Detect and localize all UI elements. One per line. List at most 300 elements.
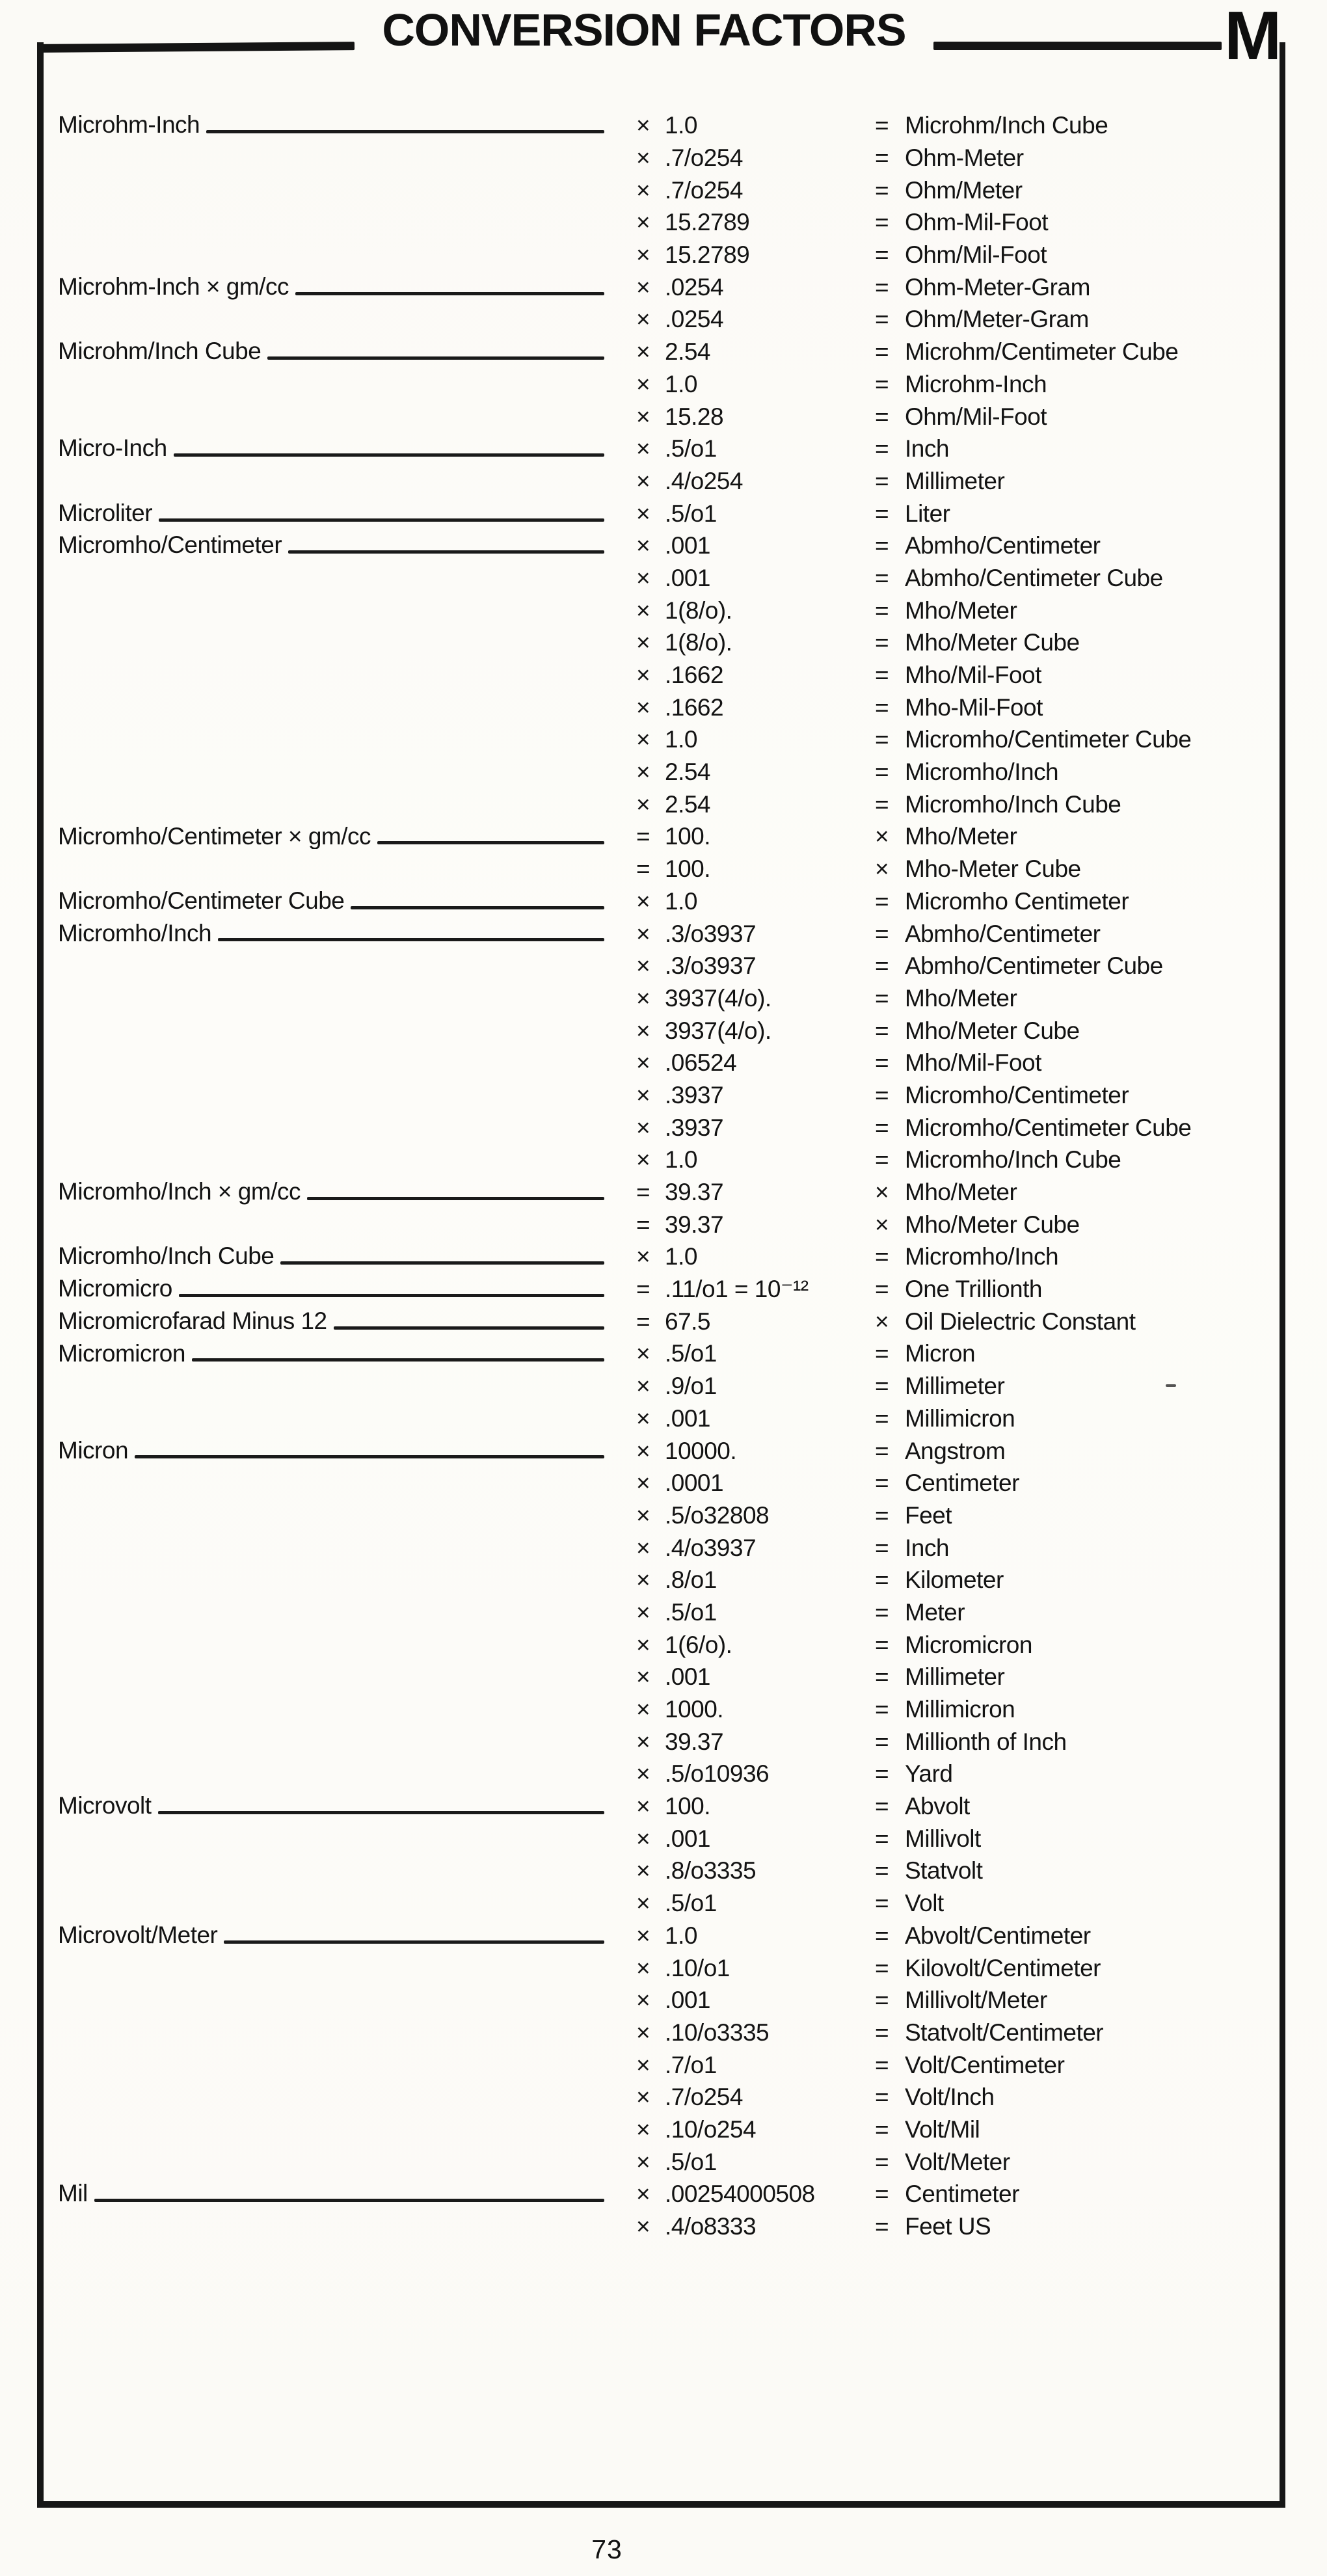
leader-line: [377, 841, 604, 844]
result-operator: =: [875, 1501, 889, 1529]
result-operator: =: [875, 920, 889, 947]
result-cell: [875, 2182, 1327, 2206]
table-row: [0, 1693, 1327, 1726]
factor-cell: [636, 2182, 875, 2206]
result-unit: Liter: [905, 500, 950, 527]
factor-operator: ×: [636, 467, 650, 494]
table-row: [0, 594, 1327, 626]
result-unit: Micromho/Inch: [905, 758, 1059, 786]
factor-value: .5/o1: [665, 500, 717, 527]
factor-cell: [636, 1341, 875, 1365]
table-row: [0, 1305, 1327, 1337]
factor-value: 1(8/o).: [665, 629, 732, 656]
factor-cell: [636, 1827, 875, 1851]
result-cell: [875, 1019, 1327, 1043]
table-row: [0, 1628, 1327, 1661]
result-unit: Ohm-Mil-Foot: [905, 209, 1049, 236]
leader-line: [288, 550, 604, 554]
factor-cell: [636, 1536, 875, 1560]
table-row: [0, 1822, 1327, 1855]
factor-operator: ×: [636, 1566, 650, 1594]
factor-cell: [636, 146, 875, 170]
result-unit: Ohm/Meter: [905, 176, 1023, 204]
result-operator: =: [875, 1146, 889, 1174]
factor-operator: ×: [636, 1146, 650, 1174]
factor-cell: [636, 986, 875, 1010]
table-row: [0, 1208, 1327, 1241]
factor-operator: ×: [636, 1373, 650, 1400]
result-operator: =: [875, 467, 889, 494]
factor-value: 100.: [665, 1793, 711, 1820]
factor-cell: [636, 1051, 875, 1075]
factor-operator: ×: [636, 2115, 650, 2143]
result-cell: [875, 307, 1327, 331]
factor-operator: ×: [636, 790, 650, 818]
unit-label: Micromho/Inch × gm/cc: [58, 1179, 301, 1205]
factor-cell: [636, 275, 875, 299]
factor-operator: ×: [636, 306, 650, 333]
result-unit: Mho/Meter: [905, 1179, 1017, 1206]
factor-value: .5/o10936: [665, 1760, 770, 1788]
result-cell: [875, 1600, 1327, 1624]
table-row: [0, 1758, 1327, 1790]
result-cell: [875, 146, 1327, 170]
factor-cell: [636, 2020, 875, 2045]
factor-cell: [636, 210, 875, 234]
result-cell: [875, 2214, 1327, 2238]
factor-cell: [636, 113, 875, 137]
unit-label: Microhm/Inch Cube: [58, 339, 261, 365]
table-row: [0, 2081, 1327, 2113]
table-row: [0, 2048, 1327, 2081]
unit-label: Microvolt: [58, 1793, 152, 1819]
result-unit: Volt/Centimeter: [905, 2051, 1065, 2078]
result-cell: [875, 2117, 1327, 2141]
factor-operator: ×: [636, 887, 650, 915]
factor-operator: =: [636, 1308, 650, 1335]
result-unit: Abmho/Centimeter Cube: [905, 952, 1163, 980]
result-unit: Mho/Meter Cube: [905, 1017, 1080, 1044]
result-cell: [875, 760, 1327, 784]
factor-value: .001: [665, 1825, 711, 1852]
factor-cell: [636, 792, 875, 816]
factor-cell: [636, 566, 875, 590]
result-cell: [875, 1180, 1327, 1204]
result-operator: =: [875, 435, 889, 463]
factor-value: .3937: [665, 1114, 724, 1141]
factor-cell: [636, 760, 875, 784]
result-operator: =: [875, 1404, 889, 1432]
result-operator: =: [875, 2213, 889, 2240]
factor-value: 1.0: [665, 726, 697, 753]
result-unit: Abmho/Centimeter Cube: [905, 564, 1163, 591]
table-row: [0, 1725, 1327, 1758]
factor-value: .5/o1: [665, 1340, 717, 1367]
factor-value: .001: [665, 532, 711, 559]
result-cell: [875, 1794, 1327, 1818]
factor-value: 3937(4/o).: [665, 1017, 771, 1044]
result-cell: [875, 1697, 1327, 1721]
result-unit: Mho/Mil-Foot: [905, 662, 1041, 689]
result-unit: Millimicron: [905, 1404, 1015, 1432]
result-operator: =: [875, 1987, 889, 2014]
table-row: [0, 1790, 1327, 1823]
unit-label-cell: [58, 501, 606, 526]
factor-cell: [636, 1762, 875, 1786]
factor-operator: ×: [636, 597, 650, 624]
result-operator: =: [875, 1857, 889, 1885]
table-row: [0, 1111, 1327, 1144]
factor-cell: [636, 2053, 875, 2077]
factor-operator: =: [636, 855, 650, 883]
factor-value: .5/o1: [665, 435, 717, 463]
factor-value: .8/o3335: [665, 1857, 757, 1885]
result-cell: [875, 1471, 1327, 1495]
factor-value: 39.37: [665, 1728, 724, 1755]
result-unit: One Trillionth: [905, 1276, 1042, 1303]
result-operator: =: [875, 1340, 889, 1367]
factor-operator: =: [636, 823, 650, 850]
factor-value: .1662: [665, 662, 724, 689]
factor-cell: [636, 1956, 875, 1980]
table-row: [0, 497, 1327, 530]
factor-cell: [636, 1439, 875, 1463]
unit-label: Micromho/Centimeter × gm/cc: [58, 824, 371, 850]
factor-operator: ×: [636, 952, 650, 980]
factor-value: 100.: [665, 823, 711, 850]
factor-cell: [636, 922, 875, 946]
result-operator: =: [875, 629, 889, 656]
factor-cell: [636, 1988, 875, 2012]
result-unit: Micromho/Inch Cube: [905, 790, 1121, 818]
factor-operator: ×: [636, 1890, 650, 1917]
factor-operator: ×: [636, 1469, 650, 1497]
factor-cell: [636, 1858, 875, 1883]
table-row: [0, 1241, 1327, 1273]
table-row: [0, 336, 1327, 368]
result-cell: [875, 340, 1327, 364]
result-unit: Volt/Mil: [905, 2115, 980, 2143]
factor-cell: [636, 1794, 875, 1818]
factor-operator: ×: [636, 338, 650, 366]
factor-operator: ×: [636, 2148, 650, 2175]
factor-operator: ×: [636, 2213, 650, 2240]
result-unit: Micromho/Inch Cube: [905, 1146, 1121, 1174]
factor-value: 15.2789: [665, 209, 750, 236]
table-row: [0, 1467, 1327, 1499]
unit-label-cell: [58, 1179, 606, 1205]
leader-line: [280, 1261, 604, 1265]
result-unit: Micromho/Centimeter Cube: [905, 1114, 1192, 1141]
result-operator: =: [875, 2051, 889, 2078]
factor-operator: ×: [636, 435, 650, 463]
table-row: [0, 303, 1327, 336]
result-operator: =: [875, 241, 889, 269]
result-cell: [875, 1374, 1327, 1398]
result-unit: Mho/Meter Cube: [905, 629, 1080, 656]
factor-operator: ×: [636, 1049, 650, 1077]
result-unit: Mho/Meter: [905, 984, 1017, 1012]
result-operator: =: [875, 758, 889, 786]
factor-value: .5/o1: [665, 2148, 717, 2175]
factor-value: .11/o1 = 10⁻¹²: [665, 1276, 809, 1303]
result-cell: [875, 1439, 1327, 1463]
result-cell: [875, 663, 1327, 687]
factor-operator: ×: [636, 1857, 650, 1885]
result-unit: Micromicron: [905, 1631, 1032, 1658]
result-cell: [875, 1827, 1327, 1851]
factor-cell: [636, 1019, 875, 1043]
result-operator: =: [875, 1469, 889, 1497]
factor-value: 1.0: [665, 370, 697, 397]
factor-operator: ×: [636, 1404, 650, 1432]
result-operator: =: [875, 790, 889, 818]
result-operator: =: [875, 500, 889, 527]
factor-cell: [636, 1083, 875, 1107]
table-row: [0, 2113, 1327, 2146]
result-cell: [875, 243, 1327, 267]
factor-cell: [636, 1697, 875, 1721]
unit-label: Micro-Inch: [58, 436, 167, 462]
factor-operator: ×: [636, 209, 650, 236]
unit-label-cell: [58, 533, 606, 558]
factor-value: 2.54: [665, 338, 711, 366]
result-unit: Millimeter: [905, 1373, 1005, 1400]
result-unit: Centimeter: [905, 1469, 1019, 1497]
result-cell: [875, 1503, 1327, 1527]
result-cell: [875, 1858, 1327, 1883]
result-unit: Micromho/Centimeter Cube: [905, 726, 1192, 753]
factor-cell: [636, 1471, 875, 1495]
result-unit: Statvolt/Centimeter: [905, 2019, 1104, 2046]
result-unit: Yard: [905, 1760, 953, 1788]
leader-line: [295, 292, 604, 295]
table-row: [0, 1920, 1327, 1952]
result-unit: Volt/Inch: [905, 2084, 995, 2111]
unit-label: Mil: [58, 2181, 88, 2207]
factor-cell: [636, 405, 875, 429]
factor-cell: [636, 1244, 875, 1268]
unit-label-cell: [58, 113, 606, 138]
factor-cell: [636, 533, 875, 557]
result-cell: [875, 2150, 1327, 2174]
factor-cell: [636, 1277, 875, 1301]
factor-operator: ×: [636, 564, 650, 591]
result-cell: [875, 1568, 1327, 1592]
result-unit: Meter: [905, 1598, 965, 1626]
table-row: [0, 2210, 1327, 2243]
factor-value: .5/o1: [665, 1598, 717, 1626]
factor-value: 100.: [665, 855, 711, 883]
unit-label: Micromho/Inch: [58, 920, 212, 946]
result-operator: =: [875, 2180, 889, 2208]
factor-operator: ×: [636, 1437, 650, 1464]
factor-value: .5/o1: [665, 1890, 717, 1917]
result-operator: =: [875, 887, 889, 915]
result-unit: Mho/Mil-Foot: [905, 1049, 1041, 1077]
factor-cell: [636, 372, 875, 396]
table-row: [0, 788, 1327, 820]
result-cell: [875, 1536, 1327, 1560]
factor-operator: ×: [636, 1598, 650, 1626]
result-operator: =: [875, 338, 889, 366]
table-row: [0, 109, 1327, 142]
factor-value: .5/o32808: [665, 1501, 770, 1529]
result-cell: [875, 1988, 1327, 2012]
factor-operator: ×: [636, 1696, 650, 1723]
table-row: [0, 1499, 1327, 1532]
leader-line: [179, 1294, 604, 1297]
result-unit: Abmho/Centimeter: [905, 920, 1101, 947]
factor-value: 10000.: [665, 1437, 737, 1464]
result-cell: [875, 1277, 1327, 1301]
result-unit: Inch: [905, 435, 949, 463]
factor-value: .10/o1: [665, 1954, 730, 1981]
result-cell: [875, 1051, 1327, 1075]
factor-operator: ×: [636, 1081, 650, 1108]
result-operator: =: [875, 2148, 889, 2175]
result-cell: [875, 372, 1327, 396]
result-unit: Ohm/Mil-Foot: [905, 403, 1047, 430]
unit-label: Micromho/Centimeter Cube: [58, 888, 345, 914]
scan-noise-mark: [1166, 1384, 1176, 1387]
factor-cell: [636, 1116, 875, 1140]
table-row: [0, 1984, 1327, 2017]
result-operator: ×: [875, 1179, 889, 1206]
unit-label-cell: [58, 436, 606, 461]
result-cell: [875, 2053, 1327, 2077]
result-operator: =: [875, 1922, 889, 1949]
factor-cell: [636, 695, 875, 719]
table-row: [0, 917, 1327, 950]
result-cell: [875, 1116, 1327, 1140]
table-row: [0, 1887, 1327, 1920]
factor-value: 67.5: [665, 1308, 711, 1335]
factor-value: 1(6/o).: [665, 1631, 732, 1658]
result-unit: Volt/Meter: [905, 2148, 1010, 2175]
table-row: [0, 1337, 1327, 1370]
factor-value: 1(8/o).: [665, 597, 732, 624]
result-unit: Abvolt: [905, 1793, 970, 1820]
factor-operator: ×: [636, 1631, 650, 1658]
table-row: [0, 1370, 1327, 1402]
result-cell: [875, 1213, 1327, 1237]
result-unit: Mho/Meter: [905, 823, 1017, 850]
result-cell: [875, 727, 1327, 751]
result-cell: [875, 178, 1327, 202]
factor-value: .7/o254: [665, 2084, 743, 2111]
result-cell: [875, 630, 1327, 654]
result-operator: =: [875, 1760, 889, 1788]
factor-operator: ×: [636, 176, 650, 204]
table-row: [0, 530, 1327, 562]
result-operator: =: [875, 1373, 889, 1400]
factor-cell: [636, 954, 875, 978]
factor-cell: [636, 178, 875, 202]
result-cell: [875, 1309, 1327, 1334]
leader-line: [192, 1358, 604, 1362]
result-cell: [875, 1633, 1327, 1657]
factor-cell: [636, 2085, 875, 2109]
unit-label: Micron: [58, 1438, 129, 1464]
result-unit: Centimeter: [905, 2180, 1019, 2208]
table-row: [0, 853, 1327, 885]
factor-operator: ×: [636, 370, 650, 397]
unit-label: Micromho/Centimeter: [58, 533, 282, 559]
result-unit: Inch: [905, 1534, 949, 1561]
factor-operator: =: [636, 1276, 650, 1303]
unit-label: Microhm-Inch × gm/cc: [58, 274, 289, 300]
result-unit: Microhm/Centimeter Cube: [905, 338, 1179, 366]
factor-cell: [636, 1213, 875, 1237]
factor-value: .7/o254: [665, 176, 743, 204]
result-operator: =: [875, 1696, 889, 1723]
factor-value: 15.2789: [665, 241, 750, 269]
result-operator: =: [875, 1276, 889, 1303]
result-operator: =: [875, 306, 889, 333]
result-cell: [875, 1341, 1327, 1365]
result-unit: Ohm/Mil-Foot: [905, 241, 1047, 269]
table-row: [0, 1079, 1327, 1112]
result-unit: Millivolt/Meter: [905, 1987, 1047, 2014]
factor-value: 1000.: [665, 1696, 724, 1723]
result-operator: =: [875, 1114, 889, 1141]
table-row: [0, 433, 1327, 465]
factor-value: .1662: [665, 693, 724, 721]
table-row: [0, 1402, 1327, 1435]
factor-cell: [636, 436, 875, 461]
factor-value: 2.54: [665, 790, 711, 818]
section-letter-badge: M: [1224, 0, 1280, 74]
result-unit: Angstrom: [905, 1437, 1006, 1464]
factor-cell: [636, 340, 875, 364]
table-row: [0, 982, 1327, 1015]
factor-operator: ×: [636, 241, 650, 269]
factor-cell: [636, 1309, 875, 1334]
result-unit: Mho/Meter Cube: [905, 1211, 1080, 1238]
factor-operator: ×: [636, 693, 650, 721]
factor-value: 1.0: [665, 887, 697, 915]
table-row: [0, 1855, 1327, 1887]
result-unit: Ohm-Meter: [905, 144, 1024, 172]
factor-operator: ×: [636, 758, 650, 786]
result-unit: Microhm-Inch: [905, 370, 1047, 397]
result-operator: =: [875, 1954, 889, 1981]
factor-cell: [636, 1665, 875, 1689]
factor-cell: [636, 2214, 875, 2238]
result-unit: Abvolt/Centimeter: [905, 1922, 1091, 1949]
factor-cell: [636, 469, 875, 493]
factor-operator: ×: [636, 662, 650, 689]
factor-cell: [636, 1924, 875, 1948]
result-operator: =: [875, 1793, 889, 1820]
factor-value: .0254: [665, 273, 724, 301]
result-cell: [875, 469, 1327, 493]
table-row: [0, 950, 1327, 982]
result-operator: =: [875, 564, 889, 591]
table-row: [0, 368, 1327, 401]
factor-value: 1.0: [665, 1243, 697, 1270]
factor-value: .4/o254: [665, 467, 743, 494]
unit-label-cell: [58, 1438, 606, 1464]
factor-cell: [636, 2150, 875, 2174]
result-operator: =: [875, 2019, 889, 2046]
result-operator: =: [875, 726, 889, 753]
table-row: [0, 1531, 1327, 1564]
factor-operator: ×: [636, 1663, 650, 1691]
factor-value: .001: [665, 1663, 711, 1691]
factor-value: .9/o1: [665, 1373, 717, 1400]
